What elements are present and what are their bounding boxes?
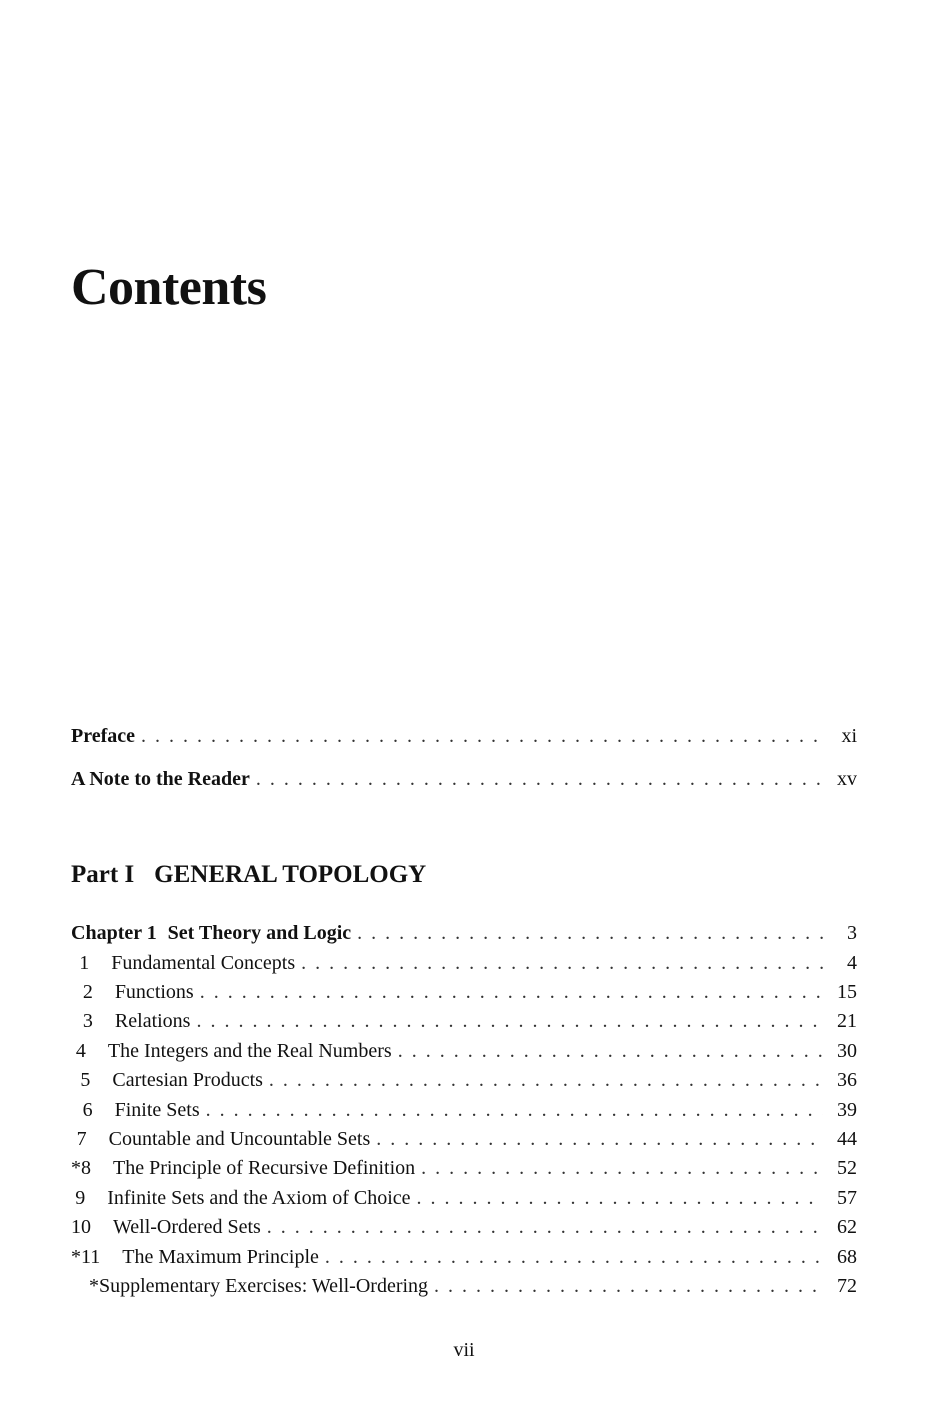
section-number: 5 <box>80 1069 91 1091</box>
toc-entry-section[interactable] <box>71 1214 857 1240</box>
toc-entry-section[interactable] <box>71 1097 857 1123</box>
toc-entry-page: 72 <box>837 1275 857 1297</box>
dot-leader <box>196 1008 823 1034</box>
section-number: *11 <box>71 1246 101 1268</box>
toc-entry-label: A Note to the Reader <box>71 768 250 790</box>
dot-leader <box>256 766 823 792</box>
toc-entry-section[interactable] <box>71 1244 857 1270</box>
toc-entry-page: 21 <box>837 1010 857 1032</box>
chapter-number: Chapter 1 <box>71 922 157 944</box>
section-label: Fundamental Concepts <box>111 952 296 974</box>
toc-entry-chapter-1[interactable] <box>71 920 857 946</box>
section-label: Infinite Sets and the Axiom of Choice <box>107 1187 411 1209</box>
section-number: 10 <box>71 1216 91 1238</box>
toc-entry-note-to-reader[interactable] <box>71 766 857 792</box>
part-title: GENERAL TOPOLOGY <box>154 861 427 888</box>
toc-entry-section[interactable] <box>71 1126 857 1152</box>
toc-entry-page: 52 <box>837 1157 857 1179</box>
dot-leader <box>421 1155 823 1181</box>
toc-entry-label: Preface <box>71 725 136 747</box>
toc-entry-section[interactable] <box>71 979 857 1005</box>
toc-entry-page: 39 <box>837 1099 857 1121</box>
toc-entry-page: 62 <box>837 1216 857 1238</box>
dot-leader <box>434 1273 823 1299</box>
section-label: The Principle of Recursive Definition <box>113 1157 416 1179</box>
section-number: 6 <box>82 1099 93 1121</box>
section-label: Finite Sets <box>114 1099 200 1121</box>
section-number: *8 <box>71 1157 91 1179</box>
section-number: 1 <box>79 952 90 974</box>
part-number: Part I <box>71 861 135 888</box>
toc-entry-section[interactable] <box>71 1185 857 1211</box>
toc-entry-page: 30 <box>837 1040 857 1062</box>
toc-entry-page: 36 <box>837 1069 857 1091</box>
toc-entry-supplementary[interactable] <box>89 1273 857 1299</box>
dot-leader <box>141 723 823 749</box>
toc-entry-page: 57 <box>837 1187 857 1209</box>
page-number: vii <box>453 1339 475 1361</box>
section-number: 7 <box>76 1128 87 1150</box>
section-number: 9 <box>75 1187 86 1209</box>
part-heading <box>71 860 426 890</box>
section-label: *Supplementary Exercises: Well-Ordering <box>89 1275 429 1297</box>
chapter-title: Set Theory and Logic <box>167 922 352 944</box>
dot-leader <box>200 979 823 1005</box>
section-label: Relations <box>114 1010 191 1032</box>
toc-entry-section[interactable] <box>71 1155 857 1181</box>
section-number: 3 <box>82 1010 93 1032</box>
toc-entry-page: xi <box>841 725 857 747</box>
dot-leader <box>357 920 823 946</box>
section-label: Well-Ordered Sets <box>113 1216 261 1238</box>
toc-entry-section[interactable] <box>71 950 857 976</box>
dot-leader <box>301 950 823 976</box>
section-label: Functions <box>114 981 194 1003</box>
section-label: Countable and Uncountable Sets <box>108 1128 371 1150</box>
dot-leader <box>267 1214 823 1240</box>
toc-entry-section[interactable] <box>71 1008 857 1034</box>
dot-leader <box>398 1038 823 1064</box>
toc-entry-section[interactable] <box>71 1038 857 1064</box>
toc-entry-page: 3 <box>847 922 857 944</box>
dot-leader <box>206 1097 823 1123</box>
toc-entry-page: xv <box>837 768 857 790</box>
section-label: The Integers and the Real Numbers <box>107 1040 392 1062</box>
toc-entry-preface[interactable] <box>71 723 857 749</box>
dot-leader <box>417 1185 824 1211</box>
section-label: The Maximum Principle <box>122 1246 319 1268</box>
toc-entry-page: 68 <box>837 1246 857 1268</box>
section-label: Cartesian Products <box>112 1069 263 1091</box>
toc-entry-section[interactable] <box>71 1067 857 1093</box>
dot-leader <box>269 1067 823 1093</box>
dot-leader <box>325 1244 823 1270</box>
toc-entry-page: 15 <box>837 981 857 1003</box>
page-title: Contents <box>71 259 267 316</box>
toc-entry-page: 44 <box>837 1128 857 1150</box>
section-number: 2 <box>82 981 93 1003</box>
section-number: 4 <box>75 1040 86 1062</box>
dot-leader <box>376 1126 823 1152</box>
toc-entry-page: 4 <box>847 952 857 974</box>
